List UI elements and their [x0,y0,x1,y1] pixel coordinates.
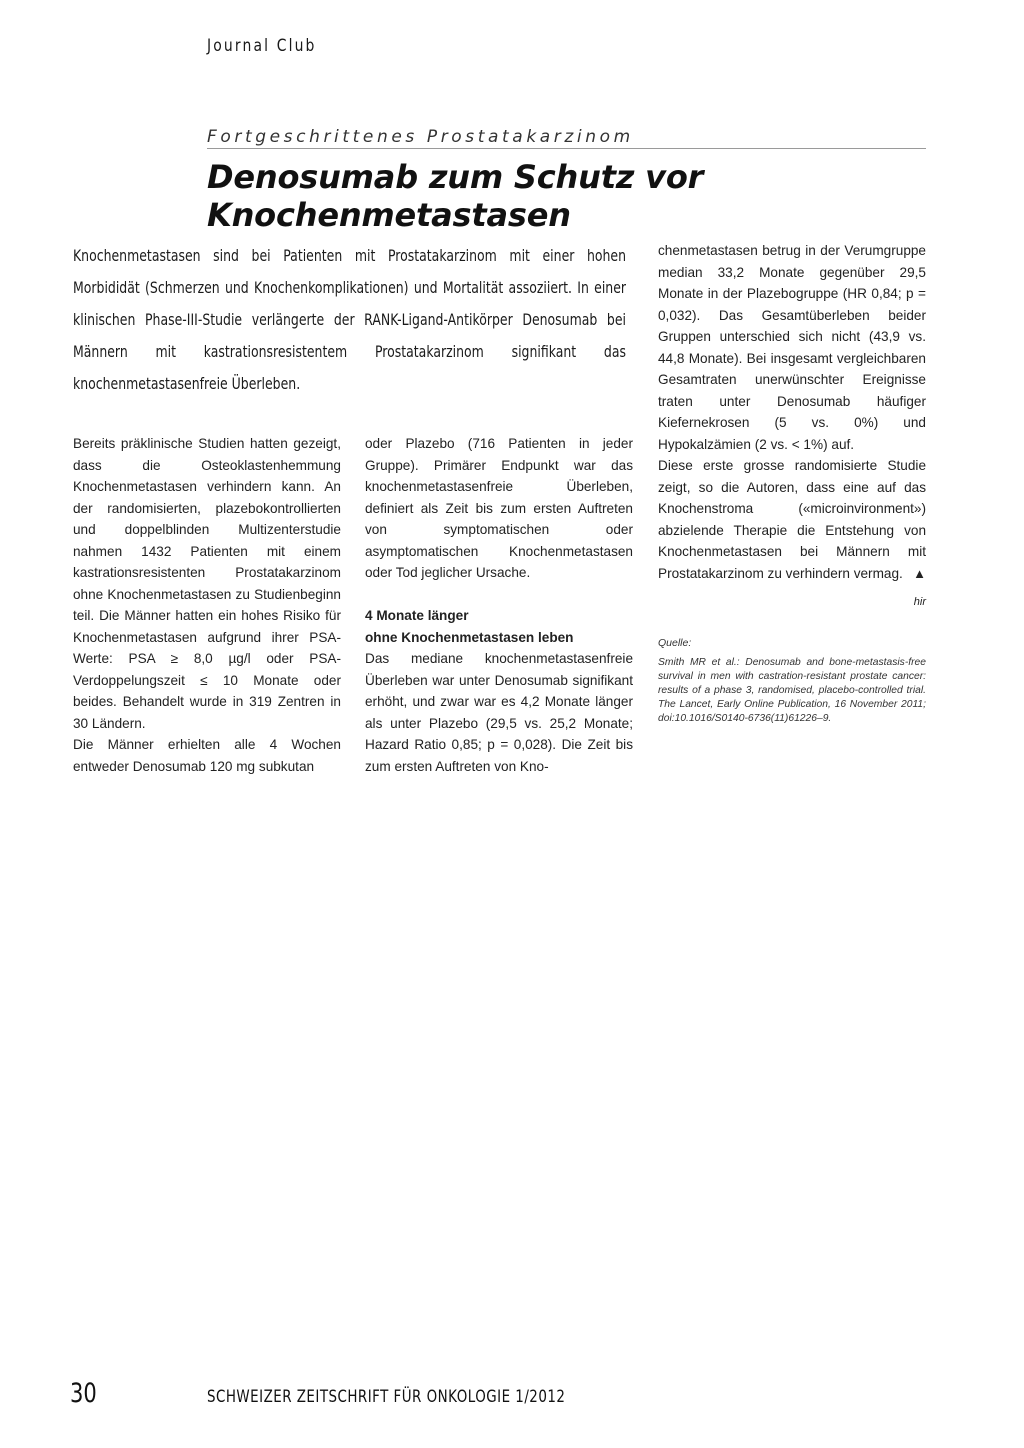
kicker-divider [207,148,926,149]
source-citation: Smith MR et al.: Denosumab and bone-metastasis-free survival in men with castration-resistant prostate cancer: results of a phase 3, randomised, placebo-controlled trial. The Lancet, Early Online Publication, 16 November 2011; doi:10.1016/S0140-6736(11)61226–9. [658,656,926,724]
paragraph: Die Männer erhielten alle 4 Wochen entweder Denosumab 120 mg subkutan [73,737,341,774]
paragraph [658,455,926,584]
article-lead: Knochenmetastasen sind bei Patienten mit Prostatakarzinom mit einer hohen Morbididät (Schmerzen und Knochenkomplikationen) und Mortalität assoziiert. In einer klinischen Phase-III-Studie verlängerte der RANK-Ligand-Antikörper Denosumab bei Männern mit kastrationsresistentem Prostatakarzinom signifikant das knochenmetastasenfreie Überleben. [73,246,626,393]
body-column-3 [658,240,926,726]
body-column-2 [365,433,633,777]
section-label: Journal Club [207,36,317,56]
paragraph: chenmetastasen betrug in der Verumgruppe median 33,2 Monate gegenüber 29,5 Monate in der Plazebogruppe (HR 0,84; p = 0,032). Das Gesamtüberleben beider Gruppen unterschied sich nicht (43,9 vs. 44,8 Monate). Bei insgesamt vergleichbaren Gesamtraten unerwünschter Ereignisse traten unter Denosumab häufiger Kiefernekrosen (5 vs. 0%) und Hypokalzämien (2 vs. < 1%) auf. [658,243,926,452]
paragraph: Bereits präklinische Studien hatten gezeigt, dass die Osteoklastenhemmung Knochenmetastasen verhindern kann. An der randomisierten, plazebokontrollierten und doppelblinden Multizenterstudie nahmen 1432 Patienten mit einem kastrationsresistenten Prostatakarzinom ohne Knochenmetastasen zu Studienbeginn teil. Die Männer hatten ein hohes Risiko für Knochenmetastasen aufgrund ihrer PSA-Werte: PSA ≥ 8,0 µg/l oder PSA-Verdoppelungszeit ≤ 10 Monate oder beides. Behandelt wurde in 319 Zentren in 30 Ländern. [73,436,341,731]
end-of-article-icon: ▲ [913,565,926,581]
author-signature: hir [913,596,926,608]
body-column-1 [73,433,341,777]
article-kicker: Fortgeschrittenes Prostatakarzinom [207,127,634,147]
paragraph: oder Plazebo (716 Patienten in jeder Gruppe). Primärer Endpunkt war das knochenmetastasenfreie Überleben, definiert als Zeit bis zum ersten Auftreten von symptomatischen oder asymptomatischen Knochenmetastasen oder Tod jeglicher Ursache. [365,436,633,580]
paragraph-text: Diese erste grosse randomisierte Studie zeigt, so die Autoren, dass eine auf das Knochenstroma («microinvironment») abzielende Therapie die Entstehung von Knochenmetastasen bei Männern mit Prostatakarzinom zu verhindern vermag. [658,458,926,581]
paragraph: Das mediane knochenmetastasenfreie Überleben war unter Denosumab signifikant erhöht, und zwar war es 4,2 Monate länger als unter Plazebo (29,5 vs. 25,2 Monate; Hazard Ratio 0,85; p = 0,028). Die Zeit bis zum ersten Auftreten von Kno- [365,651,633,774]
article-title: Denosumab zum Schutz vor Knochenmetastasen [207,158,704,234]
page-number: 30 [70,1378,97,1409]
source-label: Quelle: [658,636,692,649]
subheading: ohne Knochenmetastasen leben [365,629,574,645]
subheading: 4 Monate länger [365,608,469,623]
journal-name: SCHWEIZER ZEITSCHRIFT FÜR ONKOLOGIE 1/2012 [207,1387,566,1407]
